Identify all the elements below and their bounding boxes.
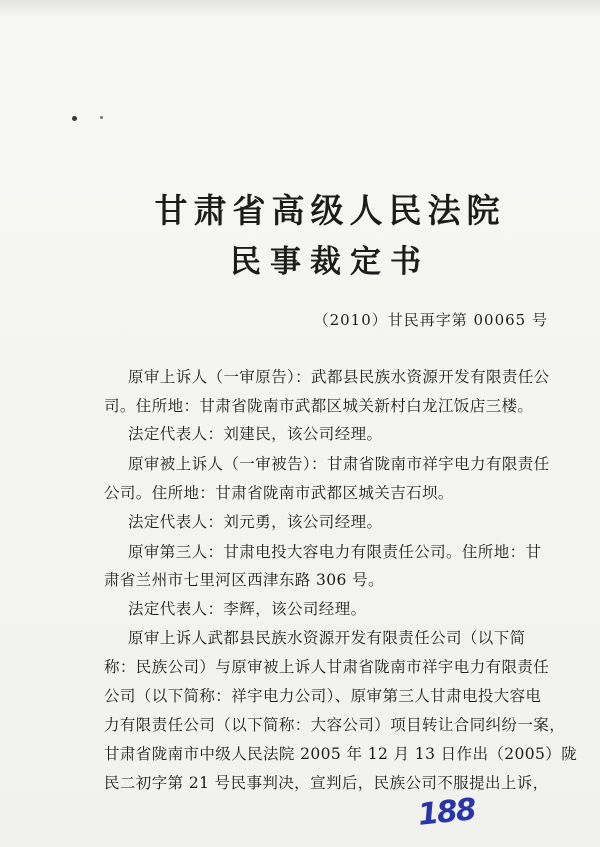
body-line: 公司（以下简称：祥宇电力公司）、原审第三人甘肃电投大容电 — [104, 687, 542, 705]
body-line: 公司。住所地：甘肃省陇南市武都区城关吉石坝。 — [104, 484, 454, 502]
body-line: 称：民族公司）与原审被上诉人甘肃省陇南市祥宇电力有限责任 — [104, 658, 550, 676]
body-line: 肃省兰州市七里河区西津东路 306 号。 — [104, 571, 384, 589]
document-type-title: 民事裁定书 — [230, 244, 430, 280]
body-line: 民二初字第 21 号民事判决，宣判后，民族公司不服提出上诉， — [104, 774, 549, 792]
body-line: 法定代表人：李辉，该公司经理。 — [128, 600, 367, 618]
scan-edge — [0, 0, 600, 18]
scan-mark — [100, 116, 103, 119]
body-line: 原审上诉人（一审原告）：武都县民族水资源开发有限责任公 — [128, 368, 550, 386]
body-line: 甘肃省陇南市中级人民法院 2005 年 12 月 13 日作出（2005）陇 — [104, 745, 578, 763]
court-name: 甘肃省高级人民法院 — [154, 191, 506, 230]
scan-mark — [72, 116, 77, 121]
body-line: 力有限责任公司（以下简称：大容公司）项目转让合同纠纷一案， — [104, 716, 566, 734]
body-line: 原审上诉人武都县民族水资源开发有限责任公司（以下简 — [128, 629, 526, 647]
handwritten-page-number: 188 — [416, 792, 477, 833]
body-line: 法定代表人：刘建民，该公司经理。 — [128, 425, 383, 443]
body-line: 法定代表人：刘元勇，该公司经理。 — [128, 513, 383, 531]
case-number: （2010）甘民再字第 00065 号 — [313, 311, 548, 329]
body-line: 原审被上诉人（一审被告）：甘肃省陇南市祥宇电力有限责任 — [128, 455, 550, 473]
body-line: 原审第三人：甘肃电投大容电力有限责任公司。住所地：甘 — [128, 543, 542, 561]
body-line: 司。住所地：甘肃省陇南市武都区城关新村白龙江饭店三楼。 — [104, 397, 534, 415]
